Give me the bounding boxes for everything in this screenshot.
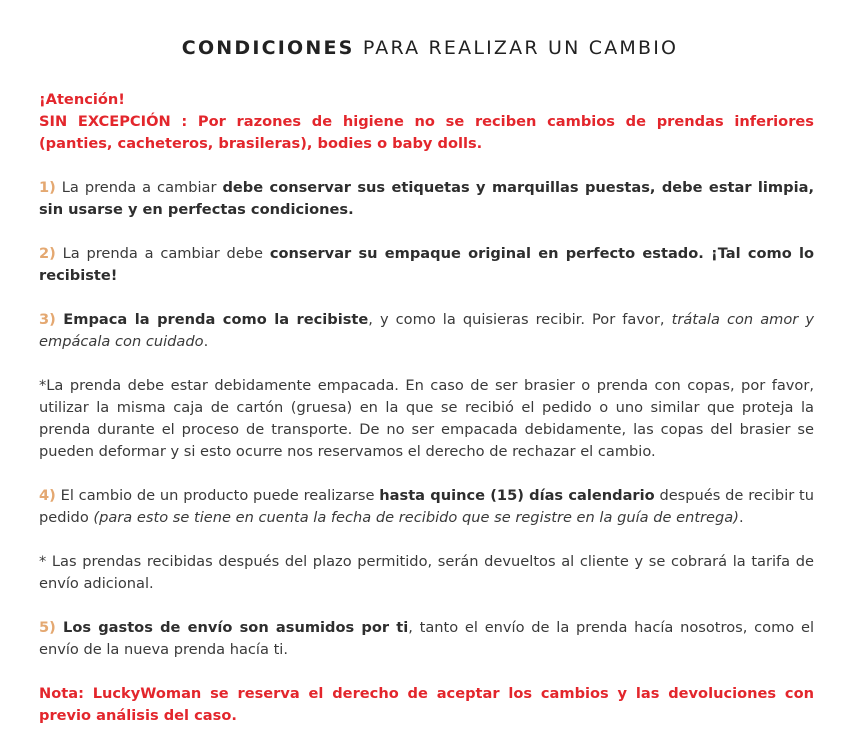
item-italic-text: (para esto se tiene en cuenta la fecha de recibido que se registre en la guía de entrega) [93,509,739,526]
alert-heading: ¡Atención! [39,91,125,108]
condition-item-4 [39,485,814,529]
item-number: 1) [39,179,56,196]
item-number: 2) [39,245,56,262]
condition-item-3 [39,309,814,353]
item-bold-text: conservar su empaque original en perfecto estado. ¡Tal como lo recibiste! [39,245,815,284]
item-text: , tanto el envío de la prenda hacía nosotros, como el envío de la nueva prenda hacía ti. [39,619,814,658]
title-rest: PARA REALIZAR UN CAMBIO [354,37,679,59]
item-text-end: . [738,509,744,526]
item-bold-text: debe conservar sus etiquetas y marquillas puestas, debe estar limpia, sin usarse y en perfectas condiciones. [39,179,814,218]
conditions-content [39,89,814,727]
condition-item-5 [39,617,814,661]
item-number: 3) [39,311,56,328]
deadline-note: * Las prendas recibidas después del plazo permitido, serán devueltos al cliente y se cobrará la tarifa de envío adicional. [39,553,814,592]
page-title [0,36,860,60]
title-bold: CONDICIONES [181,37,355,59]
condition-item-2 [39,243,814,287]
item-number: 4) [39,487,56,504]
final-note: Nota: LuckyWoman se reserva el derecho de aceptar los cambios y las devoluciones con previo análisis del caso. [39,685,814,724]
item-number: 5) [39,619,56,636]
item-text: El cambio de un producto puede realizarse [55,487,380,504]
item-text-end: . [203,333,209,350]
alert-body: SIN EXCEPCIÓN : Por razones de higiene no se reciben cambios de prendas inferiores (panties, cacheteros, brasileras), bodies o baby dolls. [39,113,814,152]
alert-block [39,89,814,155]
item-text: La prenda a cambiar debe [55,245,270,262]
item-italic-text: trátala con amor y empácala con cuidado [39,311,814,350]
item-bold-text: Empaca la prenda como la recibiste [55,311,369,328]
item-bold-text: hasta quince (15) días calendario [379,487,655,504]
item-text: , y como la quisieras recibir. Por favor, [368,311,672,328]
item-text: La prenda a cambiar [55,179,223,196]
item-text-b: después de recibir tu pedido [39,487,815,526]
condition-item-1 [39,177,814,221]
item-bold-text: Los gastos de envío son asumidos por ti [55,619,409,636]
packaging-note: *La prenda debe estar debidamente empacada. En caso de ser brasier o prenda con copas, por favor, utilizar la misma caja de cartón (gruesa) en la que se recibió el pedido o uno similar que proteja la prenda durante el proceso de transporte. De no ser empacada debidamente, las copas del brasier se pueden deformar y si esto ocurre nos reservamos el derecho de rechazar el cambio. [39,377,814,460]
